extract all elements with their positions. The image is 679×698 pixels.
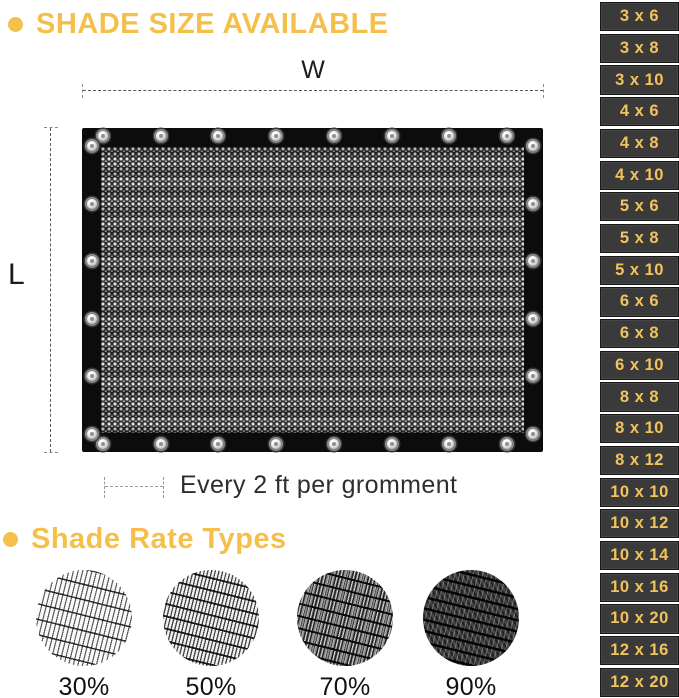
shade-rate-label: 30%	[58, 673, 110, 698]
shade-rate-item	[297, 570, 393, 698]
size-option: 5 x 6	[600, 192, 679, 221]
grommet-icon	[526, 312, 540, 326]
size-option: 4 x 10	[600, 161, 679, 190]
dashed-line	[50, 128, 51, 452]
shade-rate-label: 90%	[445, 673, 497, 698]
shade-mesh-texture	[101, 147, 524, 433]
shade-rate-item	[36, 570, 132, 698]
length-dimension-line	[44, 127, 58, 453]
size-option: 3 x 8	[600, 34, 679, 63]
grommet-icon	[526, 427, 540, 441]
shade-rate-item	[423, 570, 519, 698]
grommet-icon	[500, 437, 514, 451]
grommet-icon	[327, 437, 341, 451]
size-option: 6 x 6	[600, 287, 679, 316]
shade-rate-label: 70%	[319, 673, 371, 698]
grommet-icon	[96, 129, 110, 143]
grommet-icon	[385, 129, 399, 143]
grommet-icon	[269, 129, 283, 143]
grommet-icon	[526, 197, 540, 211]
width-dimension-line	[82, 84, 544, 98]
grommet-icon	[85, 139, 99, 153]
bullet-icon	[8, 17, 23, 32]
grommet-icon	[269, 437, 283, 451]
grommet-icon	[154, 437, 168, 451]
size-option: 4 x 8	[600, 129, 679, 158]
size-option: 8 x 12	[600, 446, 679, 475]
grommet-spacing-bracket	[104, 477, 164, 498]
shade-rate-title: Shade Rate Types	[31, 523, 287, 555]
size-option: 12 x 16	[600, 636, 679, 665]
grommet-icon	[500, 129, 514, 143]
size-option: 4 x 6	[600, 97, 679, 126]
grommet-icon	[85, 254, 99, 268]
grommet-icon	[327, 129, 341, 143]
shade-rate-item	[163, 570, 259, 698]
grommet-icon	[96, 437, 110, 451]
shade-rate-50-swatch	[163, 570, 259, 666]
length-dimension-label: L	[8, 258, 25, 291]
size-option: 10 x 10	[600, 478, 679, 507]
size-option: 5 x 10	[600, 256, 679, 285]
grommet-icon	[526, 139, 540, 153]
grommet-icon	[211, 129, 225, 143]
grommet-icon	[85, 197, 99, 211]
size-option: 10 x 20	[600, 604, 679, 633]
size-option: 6 x 10	[600, 351, 679, 380]
dashed-line	[83, 90, 543, 91]
grommet-icon	[442, 437, 456, 451]
shade-net-diagram	[82, 128, 543, 452]
shade-rate-70-swatch	[297, 570, 393, 666]
dashed-line	[105, 486, 163, 487]
shade-rate-header	[3, 523, 287, 556]
size-option: 8 x 8	[600, 382, 679, 411]
size-option: 6 x 8	[600, 319, 679, 348]
bullet-icon	[3, 532, 18, 547]
size-option: 10 x 16	[600, 573, 679, 602]
size-option: 5 x 8	[600, 224, 679, 253]
grommet-icon	[442, 129, 456, 143]
shade-rate-label: 50%	[185, 673, 237, 698]
size-option: 10 x 14	[600, 541, 679, 570]
size-option: 8 x 10	[600, 414, 679, 443]
grommet-icon	[385, 437, 399, 451]
size-option: 12 x 20	[600, 668, 679, 697]
grommet-icon	[154, 129, 168, 143]
size-option: 10 x 12	[600, 509, 679, 538]
size-option: 3 x 10	[600, 65, 679, 94]
size-option: 3 x 6	[600, 2, 679, 31]
grommet-icon	[85, 369, 99, 383]
grommet-spacing-note: Every 2 ft per gromment	[180, 471, 458, 499]
grommet-icon	[526, 369, 540, 383]
shade-size-title: SHADE SIZE AVAILABLE	[36, 8, 389, 40]
shade-rate-list	[0, 570, 560, 698]
shade-rate-30-swatch	[36, 570, 132, 666]
grommet-icon	[85, 312, 99, 326]
shade-rate-90-swatch	[423, 570, 519, 666]
size-list	[600, 0, 679, 698]
shade-size-header	[8, 8, 389, 41]
width-dimension-label: W	[301, 56, 325, 84]
grommet-icon	[211, 437, 225, 451]
grommet-icon	[526, 254, 540, 268]
grommet-icon	[85, 427, 99, 441]
